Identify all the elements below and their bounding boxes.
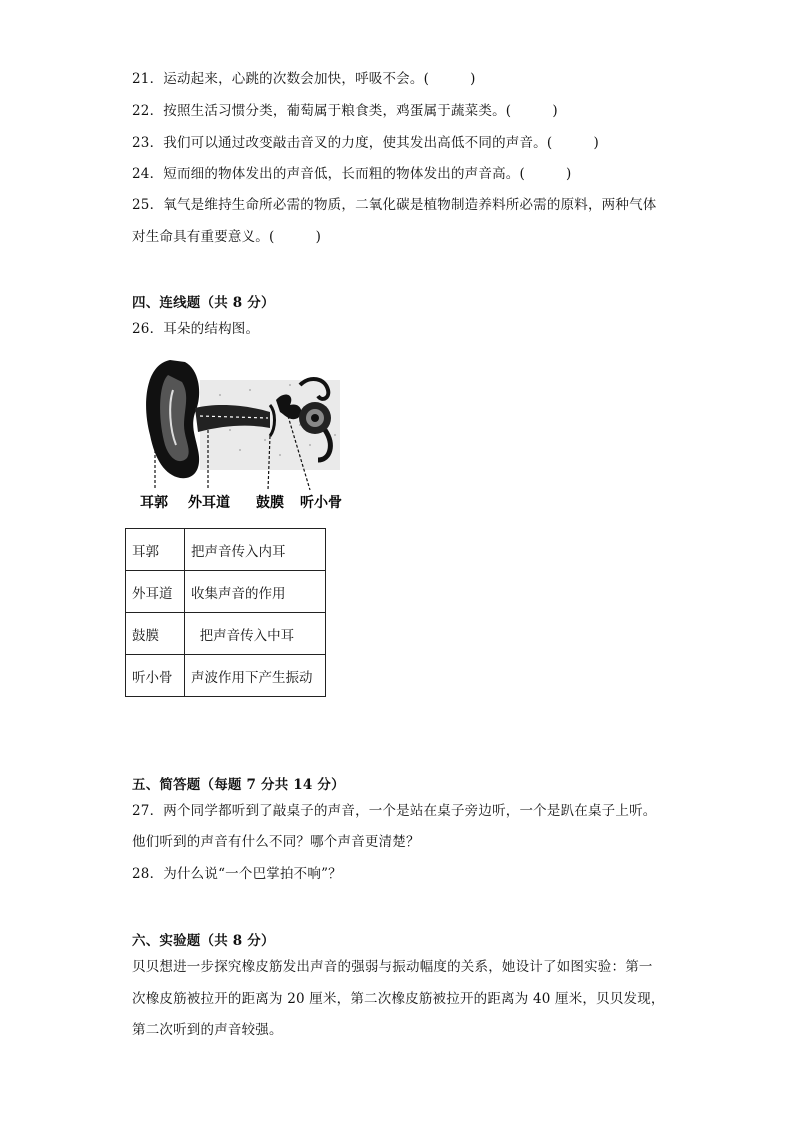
- question-27-line1: 27．两个同学都听到了敲桌子的声音，一个是站在桌子旁边听，一个是趴在桌子上听。: [132, 803, 657, 819]
- table-cell-part: 鼓膜: [126, 613, 185, 655]
- section-4-heading: 四、连线题（共 8 分）: [132, 295, 275, 311]
- table-cell-part: 外耳道: [126, 571, 185, 613]
- question-24: 24．短而细的物体发出的声音低，长而粗的物体发出的声音高。( ): [132, 166, 572, 182]
- table-cell-function: 收集声音的作用: [185, 571, 326, 613]
- ear-structure-diagram: [140, 350, 355, 515]
- table-cell-function: 声波作用下产生振动: [185, 655, 326, 697]
- question-25-line2: 对生命具有重要意义。( ): [132, 229, 322, 245]
- table-cell-function: 把声音传入内耳: [185, 529, 326, 571]
- table-cell-part: 耳郭: [126, 529, 185, 571]
- experiment-paragraph-line2: 次橡皮筋被拉开的距离为 20 厘米，第二次橡皮筋被拉开的距离为 40 厘米，贝贝发现，: [132, 991, 665, 1007]
- table-row: [126, 571, 326, 613]
- table-row: [126, 613, 326, 655]
- experiment-paragraph-line1: 贝贝想进一步探究橡皮筋发出声音的强弱与振动幅度的关系，她设计了如图实验：第一: [132, 959, 653, 975]
- figure-label-ossicles: 听小骨: [300, 495, 342, 511]
- table-row: [126, 529, 326, 571]
- figure-label-auricle: 耳郭: [140, 495, 168, 511]
- experiment-paragraph-line3: 第二次听到的声音较强。: [132, 1022, 283, 1038]
- question-21: 21．运动起来，心跳的次数会加快，呼吸不会。( ): [132, 71, 476, 87]
- question-27-line2: 他们听到的声音有什么不同？哪个声音更清楚？: [132, 834, 420, 850]
- figure-label-ear-canal: 外耳道: [188, 495, 230, 511]
- table-cell-function: 把声音传入中耳: [185, 613, 326, 655]
- table-row: [126, 655, 326, 697]
- question-28: 28．为什么说“一个巴掌拍不响”？: [132, 866, 342, 882]
- table-cell-part: 听小骨: [126, 655, 185, 697]
- question-26: 26．耳朵的结构图。: [132, 321, 260, 337]
- section-6-heading: 六、实验题（共 8 分）: [132, 933, 275, 949]
- matching-table: [125, 528, 326, 697]
- question-23: 23．我们可以通过改变敲击音叉的力度，使其发出高低不同的声音。( ): [132, 135, 599, 151]
- question-22: 22．按照生活习惯分类，葡萄属于粮食类，鸡蛋属于蔬菜类。( ): [132, 103, 558, 119]
- figure-label-eardrum: 鼓膜: [256, 495, 284, 511]
- question-25-line1: 25．氧气是维持生命所必需的物质，二氧化碳是植物制造养料所必需的原料，两种气体: [132, 197, 657, 213]
- section-5-heading: 五、简答题（每题 7 分共 14 分）: [132, 777, 345, 793]
